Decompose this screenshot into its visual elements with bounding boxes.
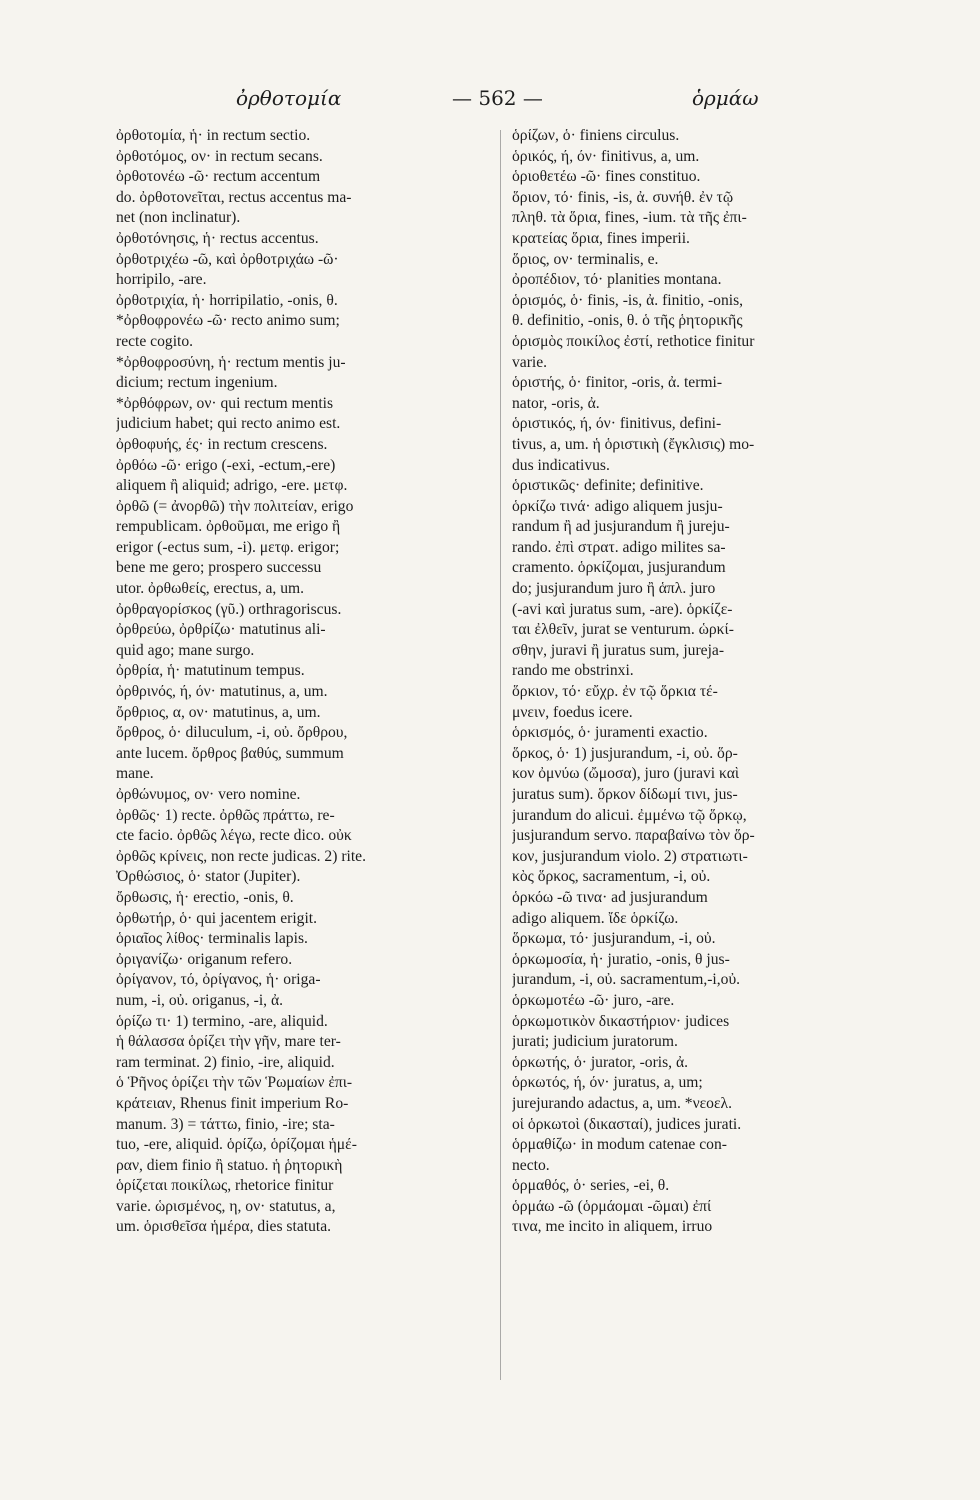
dictionary-line: ὁρκόω -ῶ τινα· ad jusjurandum	[512, 888, 708, 906]
dictionary-line: erigor (-ectus sum, -i). μετφ. erigor;	[116, 538, 340, 556]
dictionary-line: κρατείας ὅρια, fines imperii.	[512, 229, 690, 247]
dictionary-line: jurandum, -i, οὐ. sacramentum,-i,οὐ.	[512, 971, 741, 989]
dictionary-line: ὀρθοτόνησις, ἡ· rectus accentus.	[116, 229, 319, 247]
dictionary-line: jusjurandum servo. παραβαίνω τὸν ὅρ-	[512, 827, 755, 845]
dictionary-line: ὁρισμός, ὁ· finis, -is, ἀ. finitio, -onis,	[512, 291, 744, 309]
dictionary-line: *ὀρθόφρων, ον· qui rectum mentis	[116, 394, 334, 412]
dictionary-line: ὀρθόω -ῶ· erigo (-exi, -ectum,-ere)	[116, 456, 336, 474]
dictionary-line: ὀρθοτομία, ἡ· in rectum sectio.	[116, 127, 311, 144]
dictionary-line: ὁρικός, ή, όν· finitivus, a, um.	[512, 147, 700, 165]
dictionary-line: ὁριστικός, ή, όν· finitivus, defini-	[512, 415, 722, 433]
dictionary-line: ὅρκωμα, τό· jusjurandum, -i, οὐ.	[512, 930, 716, 948]
dictionary-line: ὀρθραγορίσκος (γῦ.) orthragoriscus.	[116, 600, 342, 618]
dictionary-line: ραν, diem finio ἢ statuo. ἡ ῥητορικὴ	[116, 1156, 343, 1174]
dictionary-line: ὀρθῶς κρίνεις, non recte judicas. 2) rite.	[116, 847, 366, 865]
dictionary-line: ὀρθοτριχέω -ῶ, καὶ ὀρθοτριχάω -ῶ·	[116, 250, 339, 268]
dictionary-line: varie.	[512, 353, 548, 371]
dictionary-line: ὅριον, τό· finis, -is, ἀ. συνήθ. ἐν τῷ	[512, 188, 734, 206]
dictionary-line: varie. ὡρισμένος, η, ον· statutus, a,	[116, 1197, 336, 1215]
dictionary-line: do. ὀρθοτονεῖται, rectus accentus ma-	[116, 188, 352, 206]
dictionary-line: jurandum do alicui. ἐμμένω τῷ ὅρκῳ,	[512, 806, 747, 824]
right-column	[512, 126, 884, 1238]
dictionary-line: ὁ Ῥῆνος ὁρίζει τὴν τῶν Ῥωμαίων ἐπι-	[116, 1074, 353, 1092]
dictionary-line: cramento. ὁρκίζομαι, jusjurandum	[512, 559, 726, 577]
running-head-left: ὀρθοτομία	[236, 86, 342, 110]
dictionary-line: ὄρθριος, α, ον· matutinus, a, um.	[116, 703, 321, 721]
dictionary-line: juratus sum). ὅρκον δίδωμί τινι, jus-	[512, 786, 738, 803]
dictionary-line: ὁρίζω τι· 1) termino, -are, aliquid.	[116, 1012, 328, 1030]
dictionary-line: ὁρκισμός, ὁ· juramenti exactio.	[512, 724, 708, 742]
dictionary-line: ὀρθῶς· 1) recte. ὀρθῶς πράττω, re-	[116, 806, 335, 824]
dictionary-line: nator, -oris, ἀ.	[512, 394, 600, 412]
dictionary-line: τινα, me incito in aliquem, irruo	[512, 1218, 713, 1236]
page-number: — 562 —	[452, 86, 543, 110]
dictionary-line: tuo, -ere, aliquid. ὁρίζω, ὁρίζομαι ἡμέ-	[116, 1136, 357, 1154]
dictionary-line: (-avi καὶ juratus sum, -are). ὁρκίζε-	[512, 600, 733, 618]
dictionary-line: num, -i, οὐ. origanus, -i, ἀ.	[116, 991, 284, 1009]
dictionary-line: ὀρθωτήρ, ὁ· qui jacentem erigit.	[116, 909, 318, 927]
dictionary-line: ὁρίζων, ὁ· finiens circulus.	[512, 127, 680, 144]
dictionary-line: ὅρκιον, τό· εὔχρ. ἐν τῷ ὅρκια τέ-	[512, 683, 718, 701]
dictionary-line: cte facio. ὀρθῶς λέγω, recte dico. οὐκ	[116, 827, 352, 845]
dictionary-line: rempublicam. ὀρθοῦμαι, me erigo ἢ	[116, 518, 341, 536]
dictionary-line: net (non inclinatur).	[116, 209, 241, 227]
dictionary-line: ὀριγανίζω· origanum refero.	[116, 950, 293, 968]
dictionary-line: *ὀρθοφρονέω -ῶ· recto animo sum;	[116, 312, 340, 330]
page-header	[0, 78, 980, 118]
dictionary-line: ὁρκωμοτικὸν δικαστήριον· judices	[512, 1012, 730, 1030]
dictionary-line: quid ago; mane surgo.	[116, 641, 255, 659]
dictionary-line: ὁριστής, ὁ· finitor, -oris, ἀ. termi-	[512, 374, 723, 392]
dictionary-line: mane.	[116, 765, 154, 783]
dictionary-line: recte cogito.	[116, 332, 194, 350]
column-divider	[500, 130, 501, 1380]
running-head-right: ὁρμάω	[692, 86, 759, 110]
dictionary-line: ὁρκωτός, ή, όν· juratus, a, um;	[512, 1074, 703, 1092]
dictionary-line: ὁρμάω -ῶ (ὁρμάομαι -ῶμαι) ἐπί	[512, 1197, 712, 1215]
dictionary-line: horripilo, -are.	[116, 271, 207, 289]
dictionary-line: μνειν, foedus icere.	[512, 703, 633, 721]
dictionary-line: do; jusjurandum juro ἢ ἁπλ. juro	[512, 580, 716, 598]
dictionary-line: πληθ. τὰ ὅρια, fines, -ium. τὰ τῆς ἐπι-	[512, 209, 747, 227]
dictionary-line: ὀροπέδιον, τό· planities montana.	[512, 271, 722, 289]
dictionary-line: rando me obstrinxi.	[512, 662, 634, 680]
dictionary-line: adigo aliquem. ἴδε ὁρκίζω.	[512, 909, 679, 927]
dictionary-line: jurati; judicium juratorum.	[512, 1033, 678, 1051]
dictionary-line: rando. ἐπὶ στρατ. adigo milites sa-	[512, 538, 726, 556]
dictionary-line: σθην, juravi ἢ juratus sum, jureja-	[512, 641, 725, 659]
dictionary-line: ὁρκωτής, ὁ· jurator, -oris, ἀ.	[512, 1053, 689, 1071]
dictionary-line: ὅρκος, ὁ· 1) jusjurandum, -i, οὐ. ὅρ-	[512, 744, 738, 762]
dictionary-line: jurejurando adactus, a, um. *νεοελ.	[512, 1094, 732, 1112]
dictionary-line: ὁρισμὸς ποικίλος ἐστί, rethotice finitur	[512, 332, 755, 350]
dictionary-line: ὀρθώνυμος, ον· vero nomine.	[116, 786, 301, 803]
dictionary-line: ante lucem. ὄρθρος βαθύς, summum	[116, 744, 344, 762]
dictionary-line: κον ὀμνύω (ὤμοσα), juro (juravi καὶ	[512, 765, 740, 783]
dictionary-line: ἡ θάλασσα ὁρίζει τὴν γῆν, mare ter-	[116, 1033, 341, 1051]
dictionary-line: ὀρθρινός, ή, όν· matutinus, a, um.	[116, 683, 328, 701]
dictionary-line: ὄρθωσις, ἡ· erectio, -onis, θ.	[116, 888, 294, 906]
dictionary-line: *ὀρθοφροσύνη, ἡ· rectum mentis ju-	[116, 353, 346, 371]
dictionary-line: ὁριοθετέω -ῶ· fines constituo.	[512, 168, 701, 186]
dictionary-line: bene me gero; prospero successu	[116, 559, 322, 577]
dictionary-line: ὁρκωμοτέω -ῶ· juro, -are.	[512, 991, 675, 1009]
dictionary-line: κράτειαν, Rhenus finit imperium Ro-	[116, 1094, 349, 1112]
dictionary-line: ὁριαῖος λίθος· terminalis lapis.	[116, 930, 308, 948]
dictionary-line: tivus, a, um. ἡ ὁριστικὴ (ἔγκλισις) mo-	[512, 435, 755, 453]
dictionary-line: ὄρθρος, ὁ· diluculum, -i, οὐ. ὄρθρου,	[116, 724, 348, 742]
dictionary-line: ὁριστικῶς· definite; definitive.	[512, 477, 704, 495]
dictionary-line: οἱ ὁρκωτοὶ (δικασταί), judices jurati.	[512, 1115, 742, 1133]
dictionary-line: randum ἢ ad jusjurandum ἢ jureju-	[512, 518, 730, 536]
dictionary-line: necto.	[512, 1156, 550, 1174]
dictionary-line: θ. definitio, -onis, θ. ὁ τῆς ῥητορικῆς	[512, 312, 743, 330]
dictionary-line: ὁρμαθός, ὁ· series, -ei, θ.	[512, 1177, 670, 1195]
dictionary-line: ὀρθρεύω, ὀρθρίζω· matutinus ali-	[116, 621, 326, 639]
dictionary-line: ὅριος, ον· terminalis, e.	[512, 250, 659, 268]
dictionary-line: ὀρθρία, ἡ· matutinum tempus.	[116, 662, 305, 680]
dictionary-line: dicium; rectum ingenium.	[116, 374, 278, 392]
dictionary-line: Ὀρθώσιος, ὁ· stator (Jupiter).	[116, 868, 301, 886]
dictionary-line: ὀρθοφυής, ές· in rectum crescens.	[116, 435, 328, 453]
dictionary-line: aliquem ἢ aliquid; adrigo, -ere. μετφ.	[116, 477, 348, 495]
dictionary-line: ὁρίζεται ποικίλως, rhetorice finitur	[116, 1177, 334, 1195]
dictionary-line: ὀρθῶ (= ἀνορθῶ) τὴν πολιτείαν, erigo	[116, 497, 354, 515]
dictionary-line: ὁρμαθίζω· in modum catenae con-	[512, 1136, 727, 1154]
dictionary-line: ὁρκωμοσία, ἡ· juratio, -onis, θ jus-	[512, 950, 730, 968]
left-column	[116, 126, 488, 1238]
dictionary-line: judicium habet; qui recto animo est.	[116, 415, 341, 433]
dictionary-line: ὀρθοτόμος, ον· in rectum secans.	[116, 147, 323, 165]
dictionary-line: um. ὁρισθεῖσα ἡμέρα, dies statuta.	[116, 1218, 332, 1236]
dictionary-line: ὀρίγανον, τό, ὀρίγανος, ἡ· origa-	[116, 971, 321, 989]
dictionary-line: ὀρθοτριχία, ἡ· horripilatio, -onis, θ.	[116, 291, 338, 309]
dictionary-line: κον, jusjurandum violo. 2) στρατιωτι-	[512, 847, 748, 865]
dictionary-line: utor. ὀρθωθείς, erectus, a, um.	[116, 580, 305, 598]
dictionary-line: κὸς ὅρκος, sacramentum, -i, οὐ.	[512, 868, 711, 886]
dictionary-line: dus indicativus.	[512, 456, 610, 474]
dictionary-line: ται ἐλθεῖν, jurat se venturum. ὡρκί-	[512, 621, 734, 639]
dictionary-line: ram terminat. 2) finio, -ire, aliquid.	[116, 1053, 335, 1071]
dictionary-line: manum. 3) = τάττω, finio, -ire; sta-	[116, 1115, 335, 1133]
dictionary-line: ὁρκίζω τινά· adigo aliquem jusju-	[512, 497, 723, 515]
dictionary-line: ὀρθοτονέω -ῶ· rectum accentum	[116, 168, 321, 186]
